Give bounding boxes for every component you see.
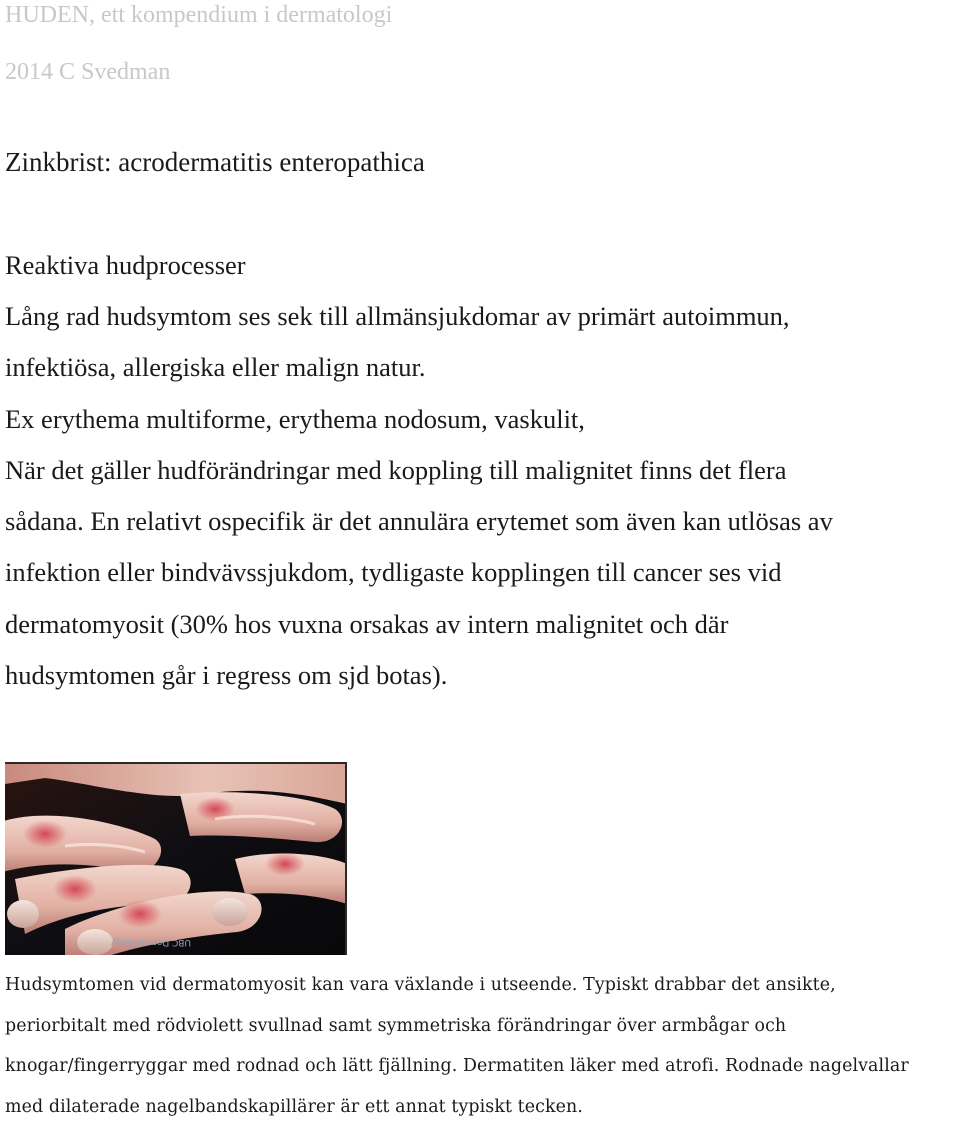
fingers-illustration <box>5 764 347 955</box>
body-line: infektion eller bindvävssjukdom, tydligaste kopplingen till cancer ses vid <box>5 557 782 588</box>
body-line: Lång rad hudsymtom ses sek till allmänsjukdomar av primärt autoimmun, <box>5 301 790 331</box>
section-body <box>5 291 960 701</box>
body-line: sådana. En relativt ospecifik är det annulära erytemet som även kan utlösas av <box>5 506 833 537</box>
document-title: HUDEN, ett kompendium i dermatologi <box>5 2 393 28</box>
caption-line: knogar/fingerryggar med rodnad och lätt fjällning. Dermatiten läker med atrofi. Rodnade nagelvallar <box>5 1056 909 1077</box>
body-line: När det gäller hudförändringar med koppling till malignitet finns det flera <box>5 454 787 485</box>
caption-line: med dilaterade nagelbandskapillärer är ett annat typiskt tecken. <box>5 1096 583 1117</box>
body-line: dermatomyosit (30% hos vuxna orsakas av intern malignitet och där <box>5 608 729 639</box>
body-line: infektiösa, allergiska eller malign natur. <box>5 352 426 383</box>
heading-zinc-deficiency: Zinkbrist: acrodermatitis enteropathica <box>5 147 425 177</box>
document-author: 2014 C Svedman <box>5 59 171 85</box>
caption-line: periorbitalt med rödviolett svullnad samt symmetriska förändringar över armbågar och <box>5 1015 787 1036</box>
figure-caption <box>5 965 960 1127</box>
body-line: Ex erythema multiforme, erythema nodosum, vaskulit, <box>5 403 585 434</box>
caption-line: Hudsymtomen vid dermatomyosit kan vara växlande i utseende. Typiskt drabbar det ansikte, <box>5 975 836 995</box>
body-line: hudsymtomen går i regress om sjd botas). <box>5 660 448 691</box>
section-title: Reaktiva hudprocesser <box>5 250 246 280</box>
clinical-photo-fingers <box>5 762 347 955</box>
watermark-text: UBC Dermatology <box>110 937 191 947</box>
